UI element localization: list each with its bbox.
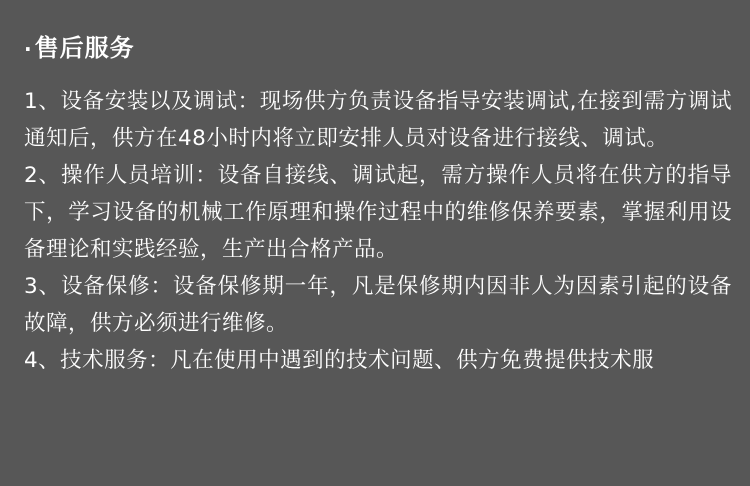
paragraph-training: 2、操作人员培训：设备自接线、调试起，需方操作人员将在供方的指导下，学习设备的机械工作原理和操作过程中的维修保养要素，掌握利用设备理论和实践经验，生产出合格产品。: [24, 162, 732, 262]
section-heading-text: 售后服务: [34, 34, 135, 62]
section-heading: [24, 34, 732, 63]
paragraph-installation: 1、设备安装以及调试：现场供方负责设备指导安装调试,在接到需方调试通知后，供方在48小时内将立即安排人员对设备进行接线、调试。: [24, 88, 732, 151]
paragraph-technical-service: 4、技术服务：凡在使用中遇到的技术问题、供方免费提供技术服: [24, 347, 655, 373]
service-terms-list: [24, 83, 732, 379]
paragraph-warranty: 3、设备保修：设备保修期一年，凡是保修期内因非人为因素引起的设备故障，供方必须进行维修。: [24, 273, 732, 336]
bullet-icon: ·: [24, 37, 33, 61]
